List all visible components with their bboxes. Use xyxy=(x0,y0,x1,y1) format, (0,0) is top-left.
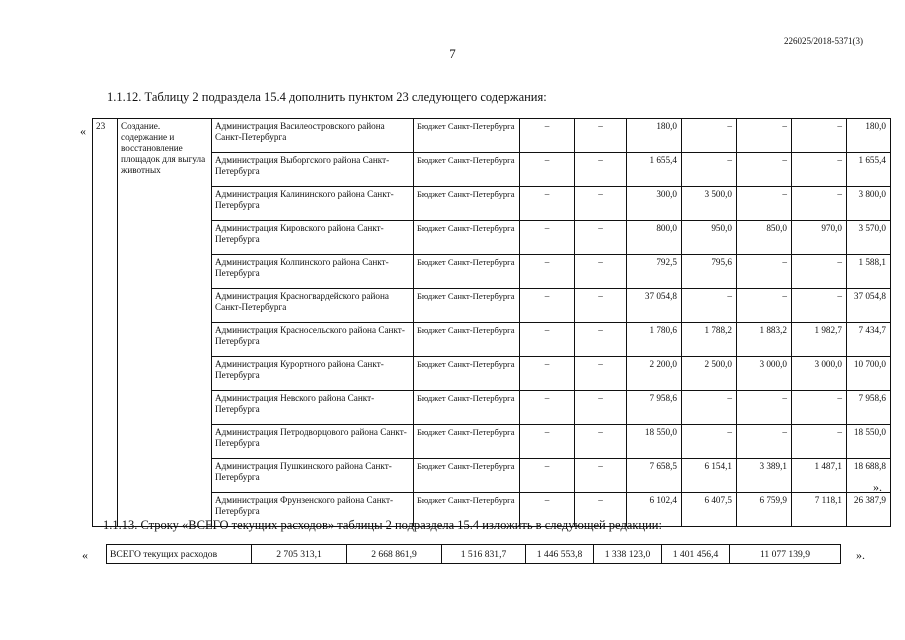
amount-cell: – xyxy=(575,255,627,289)
administration-cell: Администрация Колпинского района Санкт-Петербурга xyxy=(212,255,414,289)
total-amount-cell: 1 655,4 xyxy=(847,153,891,187)
page-number: 7 xyxy=(449,46,456,61)
administration-cell: Администрация Выборгского района Санкт-Петербурга xyxy=(212,153,414,187)
amount-cell: 1 788,2 xyxy=(682,323,737,357)
paragraph-1-1-12: 1.1.12. Таблицу 2 подраздела 15.4 дополнить пунктом 23 следующего содержания: xyxy=(107,90,547,104)
amount-cell: – xyxy=(520,425,575,459)
amount-cell: – xyxy=(792,153,847,187)
administration-cell: Администрация Василеостровского района Санкт-Петербурга xyxy=(212,119,414,153)
total-value-cell: 2 668 861,9 xyxy=(347,545,442,564)
amount-cell: 6 102,4 xyxy=(627,493,682,527)
amount-cell: – xyxy=(575,289,627,323)
total-value-cell: 1 446 553,8 xyxy=(526,545,594,564)
administration-cell: Администрация Невского района Санкт-Петербурга xyxy=(212,391,414,425)
amount-cell: 795,6 xyxy=(682,255,737,289)
amount-cell: 6 759,9 xyxy=(737,493,792,527)
amount-cell: 1 780,6 xyxy=(627,323,682,357)
amount-cell: – xyxy=(737,153,792,187)
total-amount-cell: 26 387,9 xyxy=(847,493,891,527)
budget-source-cell: Бюджет Санкт-Петербурга xyxy=(414,119,520,153)
amount-cell: 950,0 xyxy=(682,221,737,255)
amount-cell: 37 054,8 xyxy=(627,289,682,323)
budget-source-cell: Бюджет Санкт-Петербурга xyxy=(414,255,520,289)
amount-cell: 1 655,4 xyxy=(627,153,682,187)
amount-cell: – xyxy=(575,357,627,391)
program-table xyxy=(92,118,891,527)
amount-cell: 7 658,5 xyxy=(627,459,682,493)
amount-cell: – xyxy=(575,221,627,255)
amount-cell: – xyxy=(520,357,575,391)
amount-cell: 7 958,6 xyxy=(627,391,682,425)
amount-cell: – xyxy=(682,391,737,425)
total-amount-cell: 3 570,0 xyxy=(847,221,891,255)
total-value-cell: 1 401 456,4 xyxy=(662,545,730,564)
amount-cell: – xyxy=(520,323,575,357)
total-amount-cell: 7 958,6 xyxy=(847,391,891,425)
amount-cell: – xyxy=(682,119,737,153)
amount-cell: – xyxy=(575,425,627,459)
total-value-cell: 2 705 313,1 xyxy=(252,545,347,564)
administration-cell: Администрация Красногвардейского района Санкт-Петербурга xyxy=(212,289,414,323)
amount-cell: – xyxy=(575,119,627,153)
amount-cell: 3 000,0 xyxy=(737,357,792,391)
amount-cell: 970,0 xyxy=(792,221,847,255)
project-name-cell: Создание. содержание и восстановление площадок для выгула животных xyxy=(118,119,212,527)
amount-cell: – xyxy=(682,425,737,459)
amount-cell: 7 118,1 xyxy=(792,493,847,527)
total-amount-cell: 1 588,1 xyxy=(847,255,891,289)
total-amount-cell: 18 550,0 xyxy=(847,425,891,459)
amount-cell: – xyxy=(792,289,847,323)
amount-cell: – xyxy=(737,391,792,425)
amount-cell: – xyxy=(520,289,575,323)
amount-cell: – xyxy=(520,255,575,289)
amount-cell: 3 000,0 xyxy=(792,357,847,391)
row-number-cell: 23 xyxy=(93,119,118,527)
amount-cell: 3 500,0 xyxy=(682,187,737,221)
administration-cell: Администрация Курортного района Санкт-Петербурга xyxy=(212,357,414,391)
budget-source-cell: Бюджет Санкт-Петербурга xyxy=(414,391,520,425)
administration-cell: Администрация Пушкинского района Санкт-Петербурга xyxy=(212,459,414,493)
amount-cell: 6 407,5 xyxy=(682,493,737,527)
amount-cell: 3 389,1 xyxy=(737,459,792,493)
amount-cell: 2 500,0 xyxy=(682,357,737,391)
budget-source-cell: Бюджет Санкт-Петербурга xyxy=(414,357,520,391)
administration-cell: Администрация Красносельского района Санкт-Петербурга xyxy=(212,323,414,357)
total-row-table xyxy=(106,544,841,564)
amount-cell: – xyxy=(575,187,627,221)
table-row xyxy=(93,323,891,357)
amount-cell: – xyxy=(520,187,575,221)
amount-cell: 180,0 xyxy=(627,119,682,153)
total-value-cell: 1 338 123,0 xyxy=(594,545,662,564)
budget-source-cell: Бюджет Санкт-Петербурга xyxy=(414,323,520,357)
amount-cell: – xyxy=(737,119,792,153)
total-amount-cell: 10 700,0 xyxy=(847,357,891,391)
table-row xyxy=(93,221,891,255)
amount-cell: – xyxy=(737,187,792,221)
amount-cell: 1 487,1 xyxy=(792,459,847,493)
amount-cell: – xyxy=(575,323,627,357)
total-amount-cell: 180,0 xyxy=(847,119,891,153)
document-code: 226025/2018-5371(3) xyxy=(784,36,863,46)
amount-cell: – xyxy=(520,459,575,493)
table1-open-quote: « xyxy=(80,124,86,138)
amount-cell: 1 982,7 xyxy=(792,323,847,357)
budget-source-cell: Бюджет Санкт-Петербурга xyxy=(414,153,520,187)
administration-cell: Администрация Петродворцового района Санкт-Петербурга xyxy=(212,425,414,459)
table1-close-quote: ». xyxy=(873,480,882,494)
table-row xyxy=(93,357,891,391)
table-row xyxy=(93,289,891,323)
amount-cell: 2 200,0 xyxy=(627,357,682,391)
administration-cell: Администрация Фрунзенского района Санкт-Петербурга xyxy=(212,493,414,527)
administration-cell: Администрация Калининского района Санкт-Петербурга xyxy=(212,187,414,221)
administration-cell: Администрация Кировского района Санкт-Петербурга xyxy=(212,221,414,255)
budget-source-cell: Бюджет Санкт-Петербурга xyxy=(414,289,520,323)
total-label-cell: ВСЕГО текущих расходов xyxy=(107,545,252,564)
amount-cell: – xyxy=(682,153,737,187)
table2-open-quote: « xyxy=(82,548,88,562)
table-row xyxy=(93,187,891,221)
table-row xyxy=(93,391,891,425)
total-amount-cell: 3 800,0 xyxy=(847,187,891,221)
amount-cell: – xyxy=(520,153,575,187)
amount-cell: – xyxy=(737,255,792,289)
amount-cell: – xyxy=(520,493,575,527)
budget-source-cell: Бюджет Санкт-Петербурга xyxy=(414,459,520,493)
amount-cell: – xyxy=(737,425,792,459)
paragraph-1-1-13: 1.1.13. Строку «ВСЕГО текущих расходов» таблицы 2 подраздела 15.4 изложить в следующей редакции: xyxy=(103,518,662,532)
table-row xyxy=(93,153,891,187)
total-amount-cell: 37 054,8 xyxy=(847,289,891,323)
amount-cell: – xyxy=(575,493,627,527)
amount-cell: – xyxy=(792,187,847,221)
amount-cell: – xyxy=(575,391,627,425)
amount-cell: – xyxy=(575,459,627,493)
amount-cell: 850,0 xyxy=(737,221,792,255)
total-value-cell: 11 077 139,9 xyxy=(730,545,841,564)
amount-cell: – xyxy=(792,119,847,153)
amount-cell: – xyxy=(737,289,792,323)
total-amount-cell: 7 434,7 xyxy=(847,323,891,357)
budget-source-cell: Бюджет Санкт-Петербурга xyxy=(414,221,520,255)
total-amount-cell: 18 688,8 xyxy=(847,459,891,493)
budget-source-cell: Бюджет Санкт-Петербурга xyxy=(414,493,520,527)
table-row xyxy=(93,425,891,459)
budget-source-cell: Бюджет Санкт-Петербурга xyxy=(414,425,520,459)
amount-cell: – xyxy=(792,425,847,459)
amount-cell: – xyxy=(520,221,575,255)
amount-cell: 6 154,1 xyxy=(682,459,737,493)
total-row xyxy=(107,545,841,564)
amount-cell: – xyxy=(792,255,847,289)
budget-source-cell: Бюджет Санкт-Петербурга xyxy=(414,187,520,221)
amount-cell: 300,0 xyxy=(627,187,682,221)
amount-cell: – xyxy=(792,391,847,425)
table-row xyxy=(93,459,891,493)
amount-cell: 800,0 xyxy=(627,221,682,255)
amount-cell: – xyxy=(575,153,627,187)
amount-cell: – xyxy=(682,289,737,323)
amount-cell: 792,5 xyxy=(627,255,682,289)
table2-close-quote: ». xyxy=(856,548,865,562)
amount-cell: 18 550,0 xyxy=(627,425,682,459)
amount-cell: 1 883,2 xyxy=(737,323,792,357)
table-row xyxy=(93,119,891,153)
total-value-cell: 1 516 831,7 xyxy=(442,545,526,564)
table-row xyxy=(93,255,891,289)
amount-cell: – xyxy=(520,391,575,425)
amount-cell: – xyxy=(520,119,575,153)
